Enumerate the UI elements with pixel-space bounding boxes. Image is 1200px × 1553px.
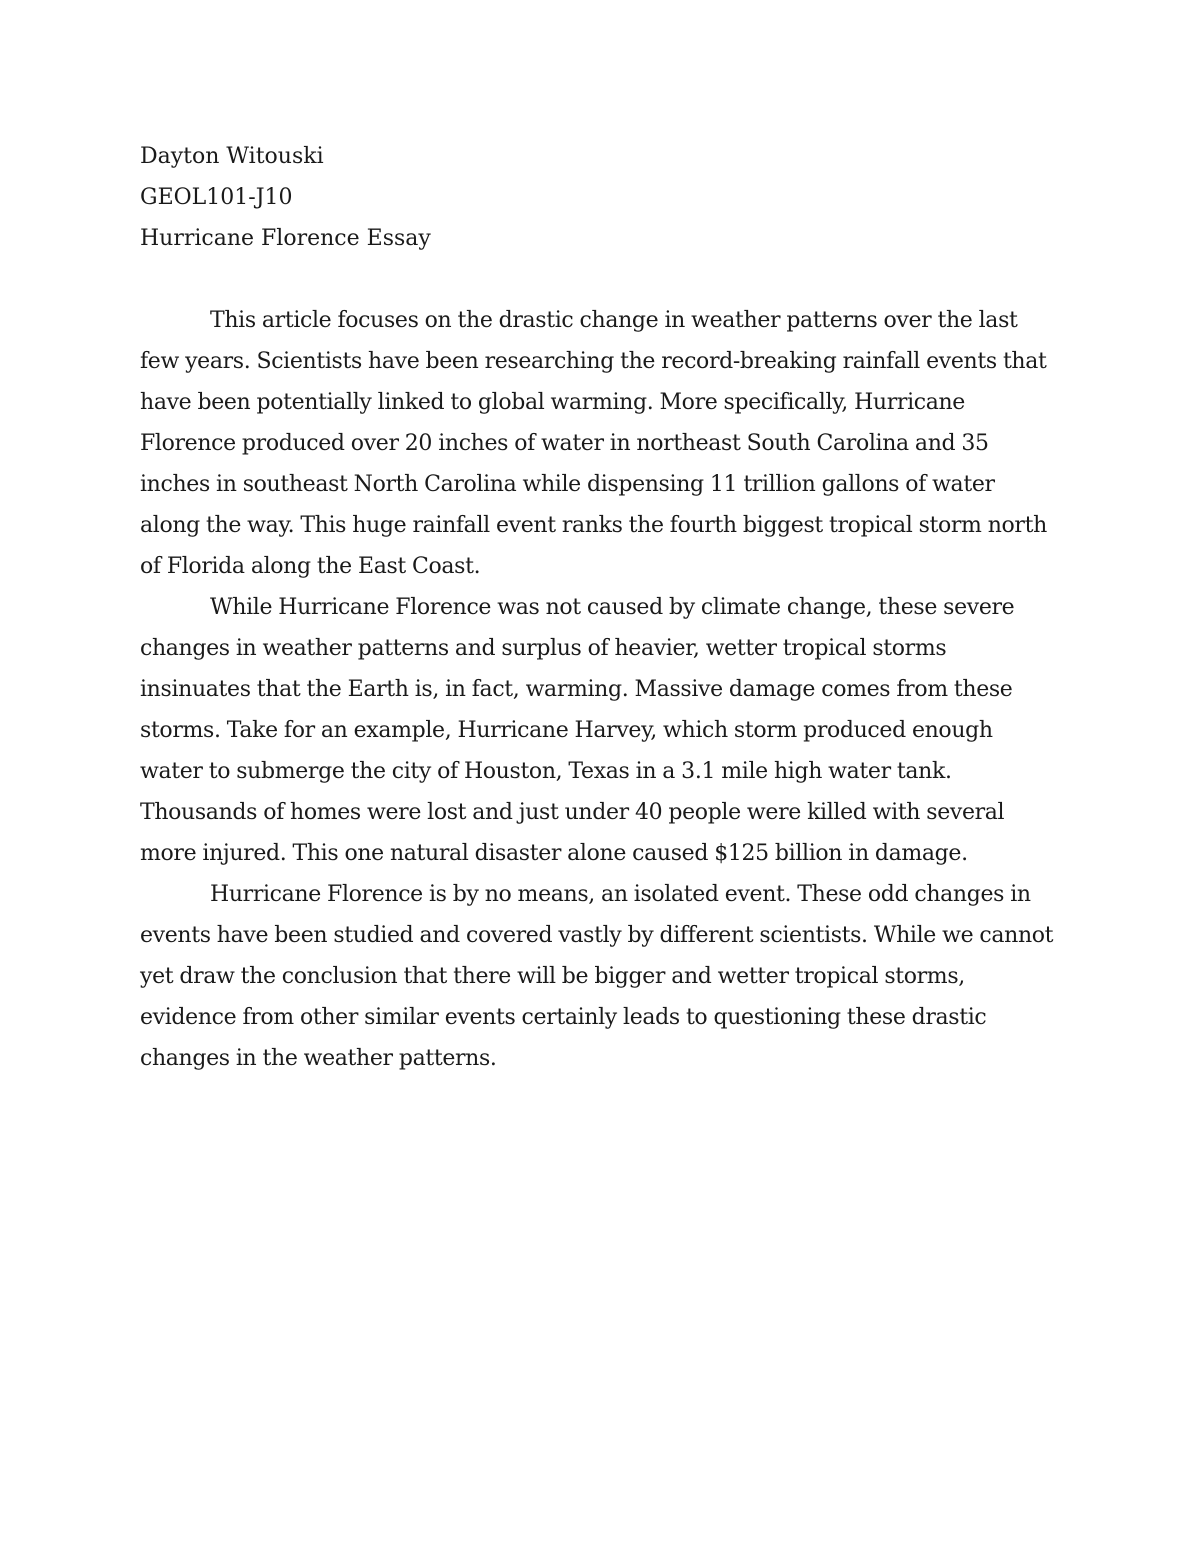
paragraph-2: While Hurricane Florence was not caused by climate change, these severe changes in weather patterns and surplus of heavier, wetter tropical storms insinuates that the Earth is, in fact, warming. Massive damage comes from these storms. Take for an example, Hurricane Harvey, which storm produced enough water to submerge the city of Houston, Texas in a 3.1 mile high water tank. Thousands of homes were lost and just under 40 people were killed with several more injured. This one natural disaster alone caused $125 billion in damage. bbox=[140, 595, 1015, 866]
essay-body bbox=[140, 136, 1060, 1079]
essay-title: Hurricane Florence Essay bbox=[140, 226, 431, 251]
author-name: Dayton Witouski bbox=[140, 144, 324, 169]
blank-line bbox=[140, 259, 1060, 300]
paragraph-3: Hurricane Florence is by no means, an isolated event. These odd changes in events have been studied and covered vastly by different scientists. While we cannot yet draw the conclusion that there will be bigger and wetter tropical storms, evidence from other similar events certainly leads to questioning these drastic changes in the weather patterns. bbox=[140, 882, 1054, 1071]
paragraph-1: This article focuses on the drastic change in weather patterns over the last few years. Scientists have been researching the record-breaking rainfall events that have been potentially linked to global warming. More specifically, Hurricane Florence produced over 20 inches of water in northeast South Carolina and 35 inches in southeast North Carolina while dispensing 11 trillion gallons of water along the way. This huge rainfall event ranks the fourth biggest tropical storm north of Florida along the East Coast. bbox=[140, 308, 1047, 579]
course-code: GEOL101-J10 bbox=[140, 185, 293, 210]
